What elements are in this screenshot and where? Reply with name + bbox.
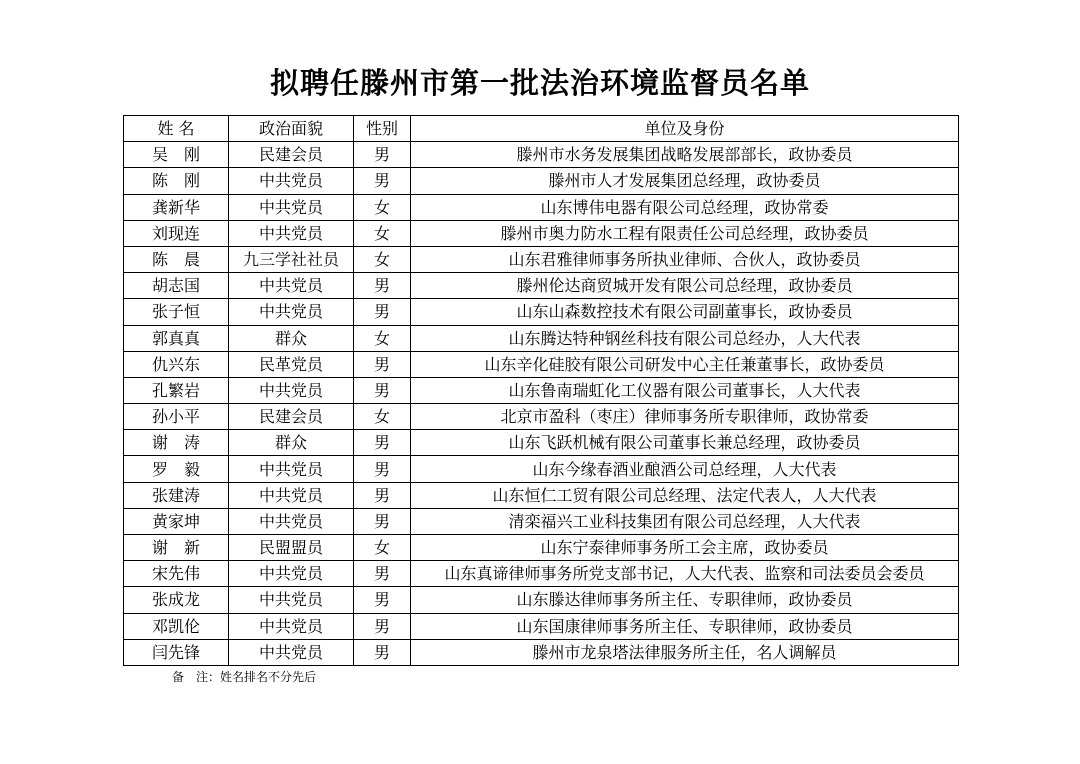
cell-gender: 男: [354, 430, 411, 456]
cell-political-status: 九三学社社员: [229, 246, 354, 272]
cell-political-status: 中共党员: [229, 194, 354, 220]
cell-unit-identity: 山东腾达特种钢丝科技有限公司总经办，人大代表: [411, 325, 959, 351]
table-row: [124, 325, 959, 351]
cell-political-status: 民建会员: [229, 404, 354, 430]
cell-gender: 女: [354, 325, 411, 351]
cell-political-status: 中共党员: [229, 613, 354, 639]
table-row: [124, 142, 959, 168]
cell-name: 刘现连: [124, 220, 229, 246]
cell-unit-identity: 山东博伟电器有限公司总经理，政协常委: [411, 194, 959, 220]
cell-gender: 女: [354, 535, 411, 561]
cell-gender: 女: [354, 404, 411, 430]
cell-name: 胡志国: [124, 273, 229, 299]
table-row: [124, 430, 959, 456]
cell-political-status: 中共党员: [229, 377, 354, 403]
table-row: [124, 456, 959, 482]
cell-unit-identity: 山东宁泰律师事务所工会主席，政协委员: [411, 535, 959, 561]
cell-unit-identity: 北京市盈科（枣庄）律师事务所专职律师，政协常委: [411, 404, 959, 430]
cell-gender: 男: [354, 613, 411, 639]
cell-name: 吴 刚: [124, 142, 229, 168]
document-title: 拟聘任滕州市第一批法治环境监督员名单: [269, 66, 810, 100]
cell-gender: 男: [354, 587, 411, 613]
cell-gender: 男: [354, 351, 411, 377]
cell-gender: 男: [354, 299, 411, 325]
cell-gender: 男: [354, 456, 411, 482]
cell-name: 罗 毅: [124, 456, 229, 482]
cell-unit-identity: 滕州伦达商贸城开发有限公司总经理，政协委员: [411, 273, 959, 299]
cell-political-status: 群众: [229, 325, 354, 351]
table-row: [124, 613, 959, 639]
cell-name: 孙小平: [124, 404, 229, 430]
cell-name: 仇兴东: [124, 351, 229, 377]
cell-name: 陈 晨: [124, 246, 229, 272]
cell-political-status: 中共党员: [229, 587, 354, 613]
table-row: [124, 299, 959, 325]
cell-gender: 男: [354, 142, 411, 168]
cell-name: 孔繁岩: [124, 377, 229, 403]
cell-unit-identity: 滕州市龙泉塔法律服务所主任，名人调解员: [411, 639, 959, 665]
cell-gender: 女: [354, 246, 411, 272]
cell-gender: 男: [354, 508, 411, 534]
table-row: [124, 377, 959, 403]
table-row: [124, 220, 959, 246]
cell-name: 谢 新: [124, 535, 229, 561]
cell-political-status: 中共党员: [229, 273, 354, 299]
table-row: [124, 482, 959, 508]
table-row: [124, 587, 959, 613]
cell-name: 张子恒: [124, 299, 229, 325]
header-gender: 性别: [354, 116, 411, 142]
cell-gender: 男: [354, 377, 411, 403]
cell-gender: 男: [354, 168, 411, 194]
table-row: [124, 561, 959, 587]
cell-name: 邓凯伦: [124, 613, 229, 639]
table-row: [124, 194, 959, 220]
cell-unit-identity: 清栾福兴工业科技集团有限公司总经理，人大代表: [411, 508, 959, 534]
cell-unit-identity: 滕州市奥力防水工程有限责任公司总经理，政协委员: [411, 220, 959, 246]
table-row: [124, 535, 959, 561]
table-row: [124, 168, 959, 194]
cell-political-status: 中共党员: [229, 482, 354, 508]
table-header-row: [124, 116, 959, 142]
cell-political-status: 中共党员: [229, 561, 354, 587]
cell-gender: 男: [354, 561, 411, 587]
table-row: [124, 351, 959, 377]
cell-unit-identity: 山东滕达律师事务所主任、专职律师，政协委员: [411, 587, 959, 613]
cell-political-status: 中共党员: [229, 220, 354, 246]
table-row: [124, 404, 959, 430]
cell-political-status: 中共党员: [229, 299, 354, 325]
cell-name: 陈 刚: [124, 168, 229, 194]
cell-unit-identity: 山东飞跃机械有限公司董事长兼总经理，政协委员: [411, 430, 959, 456]
cell-name: 郭真真: [124, 325, 229, 351]
cell-unit-identity: 滕州市人才发展集团总经理，政协委员: [411, 168, 959, 194]
cell-unit-identity: 滕州市水务发展集团战略发展部部长，政协委员: [411, 142, 959, 168]
cell-unit-identity: 山东山森数控技术有限公司副董事长，政协委员: [411, 299, 959, 325]
cell-political-status: 中共党员: [229, 508, 354, 534]
cell-name: 张成龙: [124, 587, 229, 613]
cell-gender: 男: [354, 273, 411, 299]
cell-gender: 男: [354, 482, 411, 508]
cell-political-status: 群众: [229, 430, 354, 456]
cell-unit-identity: 山东君雅律师事务所执业律师、合伙人，政协委员: [411, 246, 959, 272]
cell-political-status: 民盟盟员: [229, 535, 354, 561]
cell-name: 张建涛: [124, 482, 229, 508]
roster-table: [123, 115, 959, 666]
cell-political-status: 民革党员: [229, 351, 354, 377]
cell-political-status: 民建会员: [229, 142, 354, 168]
cell-unit-identity: 山东真谛律师事务所党支部书记，人大代表、监察和司法委员会委员: [411, 561, 959, 587]
cell-unit-identity: 山东鲁南瑞虹化工仪器有限公司董事长，人大代表: [411, 377, 959, 403]
cell-name: 闫先锋: [124, 639, 229, 665]
cell-name: 谢 涛: [124, 430, 229, 456]
table-row: [124, 246, 959, 272]
cell-gender: 女: [354, 194, 411, 220]
cell-political-status: 中共党员: [229, 168, 354, 194]
table-row: [124, 508, 959, 534]
cell-unit-identity: 山东恒仁工贸有限公司总经理、法定代表人，人大代表: [411, 482, 959, 508]
cell-gender: 女: [354, 220, 411, 246]
footnote: 备 注：姓名排名不分先后: [172, 670, 317, 684]
header-name: 姓 名: [124, 116, 229, 142]
header-political-status: 政治面貌: [229, 116, 354, 142]
header-unit-identity: 单位及身份: [411, 116, 959, 142]
cell-name: 龚新华: [124, 194, 229, 220]
cell-unit-identity: 山东今缘春酒业酿酒公司总经理，人大代表: [411, 456, 959, 482]
table-row: [124, 273, 959, 299]
cell-name: 宋先伟: [124, 561, 229, 587]
cell-gender: 男: [354, 639, 411, 665]
cell-political-status: 中共党员: [229, 639, 354, 665]
cell-name: 黄家坤: [124, 508, 229, 534]
cell-unit-identity: 山东国康律师事务所主任、专职律师，政协委员: [411, 613, 959, 639]
cell-political-status: 中共党员: [229, 456, 354, 482]
cell-unit-identity: 山东辛化硅胶有限公司研发中心主任兼董事长，政协委员: [411, 351, 959, 377]
table-row: [124, 639, 959, 665]
